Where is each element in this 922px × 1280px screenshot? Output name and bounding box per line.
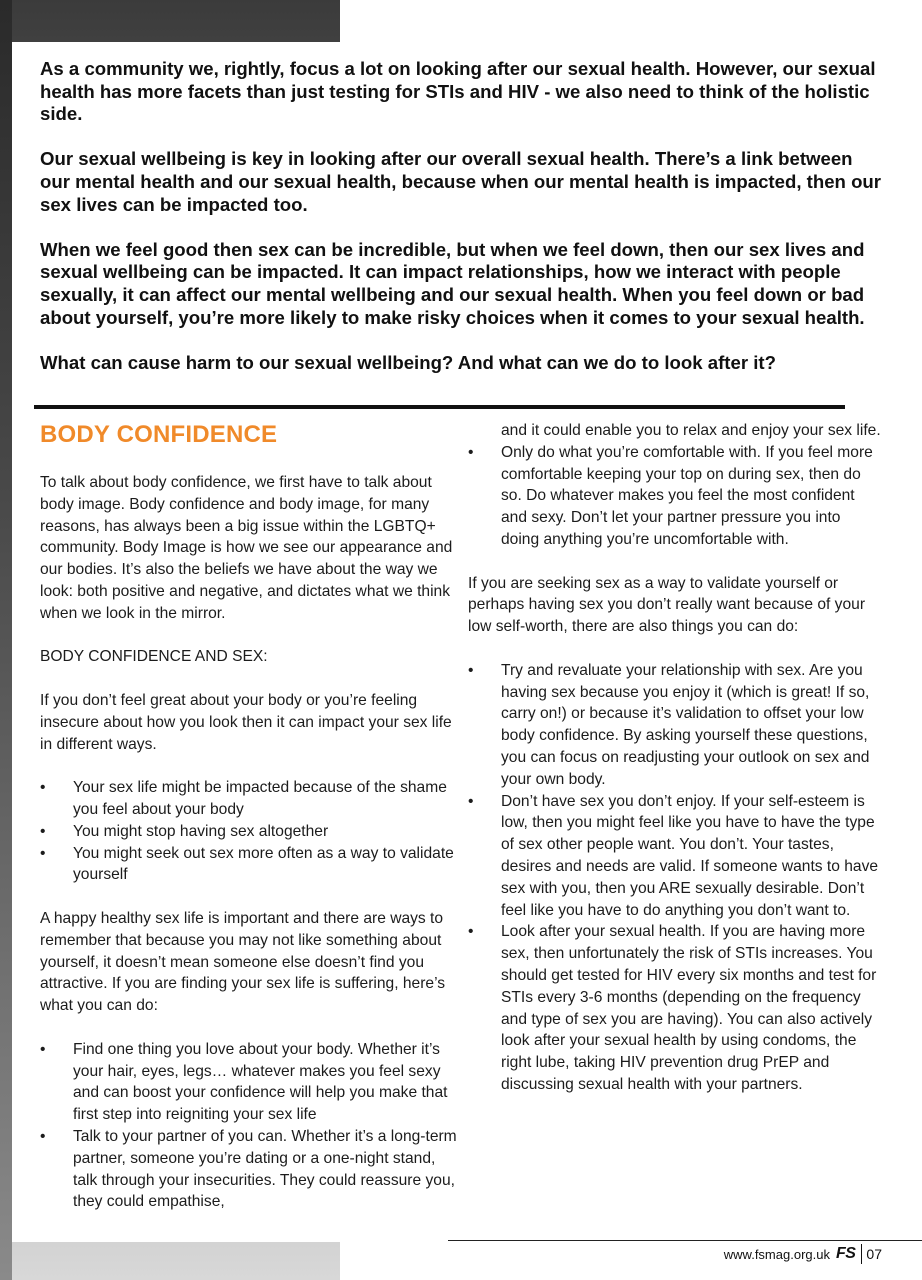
body-paragraph: A happy healthy sex life is important and there are ways to remember that because you may not like something about yourself, it doesn’t mean someone else doesn’t find you attractive. If you are finding your sex life is suffering, here’s what you can do: [40, 909, 446, 1015]
tips-list [40, 1039, 458, 1213]
intro-question: What can cause harm to our sexual wellbeing? And what can we do to look after it? [40, 351, 776, 373]
intro-paragraph: Our sexual wellbeing is key in looking after our overall sexual health. There’s a link between our mental health and our sexual health, because when our mental health is impacted, then our sex lives can be impacted too. [40, 148, 882, 215]
body-paragraph: If you don’t feel great about your body or you’re feeling insecure about how you look then it can impact your sex life in different ways. [40, 691, 452, 753]
body-paragraph: If you are seeking sex as a way to validate yourself or perhaps having sex you don’t really want because of your low self-worth, there are also things you can do: [468, 574, 866, 636]
page-footer [724, 1244, 882, 1264]
intro-paragraph: When we feel good then sex can be incredible, but when we feel down, then our sex lives and sexual wellbeing can be impacted. It can impact relationships, how we interact with people sexually, it can affect our mental wellbeing and our sexual health. When you feel down or bad about yourself, you’re more likely to make risky choices when it comes to your sexual health. [40, 238, 865, 328]
list-item: • Try and revaluate your relationship with sex. Are you having sex because you enjoy it (which is great! If so, carry on!) or because it’s validation to offset your low body confidence. By asking yourself these questions, you can focus on readjusting your outlook on sex and your own body. [468, 660, 882, 791]
section-divider [34, 405, 845, 409]
list-item: • Look after your sexual health. If you are having more sex, then unfortunately the risk of STIs increases. You should get tested for HIV every six months and test for STIs every 3-6 months (depending on the frequency and type of sex you are having). You can also actively look after your sexual health by using condoms, the right lube, taking HIV prevention drug PrEP and discussing sexual health with your partners. [468, 921, 882, 1095]
list-item: • Talk to your partner of you can. Whether it’s a long-term partner, someone you’re dating or a one-night stand, talk through your insecurities. They could reassure you, they could empathise, [40, 1126, 458, 1213]
tips-list-continued [468, 442, 882, 551]
intro-paragraph: As a community we, rightly, focus a lot on looking after our sexual health. However, our sexual health has more facets than just testing for STIs and HIV - we also need to think of the holistic side. [40, 58, 876, 125]
impact-list [40, 777, 458, 886]
footer-divider [448, 1240, 922, 1241]
page-number: 07 [866, 1246, 882, 1262]
list-item: • Find one thing you love about your body. Whether it’s your hair, eyes, legs… whatever makes you feel sexy and can boost your confidence will help you make that first step into reigniting your sex life [40, 1039, 458, 1126]
list-item: • Your sex life might be impacted because of the shame you feel about your body [40, 777, 458, 821]
list-item-continuation: and it could enable you to relax and enjoy your sex life. [501, 422, 881, 439]
fs-logo: FS [835, 1245, 856, 1262]
left-column [40, 420, 458, 1235]
footer-url-link[interactable]: www.fsmag.org.uk [723, 1246, 830, 1262]
section-heading: BODY CONFIDENCE [40, 421, 278, 448]
intro-text [40, 58, 886, 397]
list-item: • You might stop having sex altogether [40, 821, 458, 843]
list-item: • You might seek out sex more often as a way to validate yourself [40, 843, 458, 887]
right-column [468, 420, 882, 1118]
footer-separator [861, 1244, 862, 1264]
list-item: • Only do what you’re comfortable with. If you feel more comfortable keeping your top on during sex, then do so. Do whatever makes you feel the most confident and sexy. Don’t let your partner pressure you into doing anything you’re uncomfortable with. [468, 442, 882, 551]
validation-tips-list [468, 660, 882, 1096]
background-photo-shadow [0, 0, 12, 1280]
body-paragraph: To talk about body confidence, we first have to talk about body image. Body confidence and body image, for many reasons, has always been a big issue within the LGBTQ+ community. Body Image is how we see our appearance and our bodies. It’s also the beliefs we have about the way we look: both positive and negative, and dictates what we think when we look in the mirror. [40, 474, 453, 622]
subheading: BODY CONFIDENCE AND SEX: [40, 648, 268, 666]
list-item: • Don’t have sex you don’t enjoy. If your self-esteem is low, then you might feel like you have to have the type of sex other people want. You don’t. Your tastes, desires and needs are valid. If someone wants to have sex with you, then you ARE sexually desirable. Don’t feel like you have to do anything you don’t want to. [468, 791, 882, 922]
